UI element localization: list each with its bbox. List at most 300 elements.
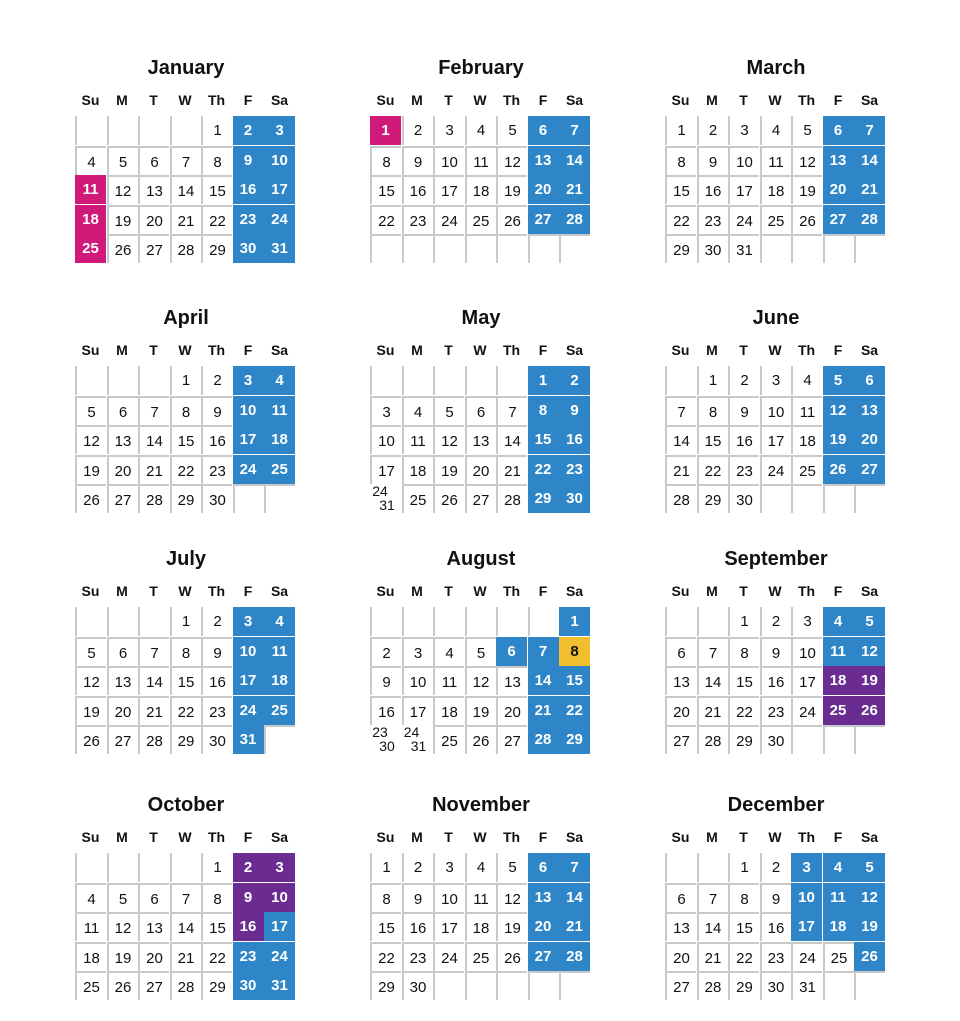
day-cell: 5 [75,637,106,666]
day-cell-double [370,725,401,754]
day-cell: 12 [433,425,464,454]
day-cell: 20 [138,942,169,971]
day-cell: 20 [854,425,885,454]
weekday-label: Th [797,342,816,358]
day-cell: 11 [402,425,433,454]
day-cell: 27 [496,725,527,754]
day-cell: 8 [370,883,401,912]
empty-cell [75,366,106,395]
weekday-label: M [706,829,718,845]
day-cell: 23 [760,942,791,971]
day-cell: 6 [823,116,854,145]
month-title: September [724,548,828,570]
weekday-label: F [243,583,253,599]
day-cell: 14 [697,912,728,941]
day-cell: 15 [665,175,696,204]
empty-cell [75,607,106,636]
empty-cell [402,607,433,636]
month-title: March [746,57,806,79]
day-cell: 30 [201,484,232,513]
day-cell: 23 [201,696,232,725]
day-cell: 15 [201,912,232,941]
weekday-label: F [833,583,843,599]
day-cell: 14 [138,425,169,454]
weekday-label: T [444,342,453,358]
day-cell: 27 [528,942,559,971]
day-cell: 21 [697,942,728,971]
weekday-label: Sa [270,92,289,108]
day-cell: 15 [370,912,401,941]
month-title: October [147,794,225,816]
day-cell: 10 [233,637,264,666]
day-cell: 25 [264,696,295,725]
day-cell: 14 [528,666,559,695]
day-cell: 30 [233,971,264,1000]
day-cell: 13 [465,425,496,454]
weekday-label: Sa [565,829,584,845]
weekday-label: Su [81,583,100,599]
weekday-label: W [473,92,487,108]
day-cell: 22 [728,696,759,725]
day-cell: 1 [170,607,201,636]
day-cell: 23 [402,942,433,971]
day-cell: 16 [697,175,728,204]
day-cell: 24 [264,205,295,234]
day-cell: 22 [170,455,201,484]
day-cell: 14 [170,912,201,941]
day-cell: 13 [854,396,885,425]
day-cell: 27 [465,484,496,513]
weekday-label: Th [502,342,521,358]
day-cell: 8 [170,637,201,666]
day-cell: 1 [665,116,696,145]
weekday-label: F [243,92,253,108]
day-cell: 6 [665,637,696,666]
day-cell: 8 [728,637,759,666]
day-cell: 12 [75,666,106,695]
day-cell: 10 [264,883,295,912]
day-cell: 9 [233,146,264,175]
empty-cell [138,366,169,395]
day-cell: 1 [370,853,401,882]
day-cell: 28 [170,971,201,1000]
day-cell: 28 [697,725,728,754]
day-cell: 4 [402,396,433,425]
day-cell: 3 [791,853,822,882]
weekday-label: M [706,583,718,599]
day-cell: 27 [665,971,696,1000]
day-cell: 7 [697,883,728,912]
day-cell: 23 [201,455,232,484]
day-cell: 4 [791,366,822,395]
day-cell: 9 [760,883,791,912]
weekday-label: M [116,829,128,845]
day-cell: 4 [75,883,106,912]
day-cell: 25 [75,971,106,1000]
month-title: January [147,57,225,79]
empty-cell [559,234,590,263]
month-title: July [165,548,207,570]
month-title: December [727,794,825,816]
day-cell: 6 [665,883,696,912]
empty-cell [496,971,527,1000]
empty-cell [433,971,464,1000]
day-cell: 8 [201,883,232,912]
day-cell: 28 [170,234,201,263]
day-cell: 4 [264,366,295,395]
day-cell: 1 [201,853,232,882]
month-title: February [438,57,524,79]
weekday-label: M [116,92,128,108]
weekday-label: Su [671,583,690,599]
empty-cell [559,971,590,1000]
day-cell: 19 [823,425,854,454]
day-cell: 8 [528,396,559,425]
day-cell: 22 [559,696,590,725]
day-cell: 28 [528,725,559,754]
day-cell: 27 [854,455,885,484]
day-cell: 11 [760,146,791,175]
day-cell: 19 [854,666,885,695]
weekday-label: Su [81,92,100,108]
day-cell: 23 [233,942,264,971]
day-cell: 14 [170,175,201,204]
day-cell: 15 [201,175,232,204]
weekday-label: T [149,829,158,845]
weekday-label: Su [376,829,395,845]
day-cell: 24 [728,205,759,234]
day-cell: 27 [823,205,854,234]
day-cell: 10 [264,146,295,175]
day-cell: 18 [465,175,496,204]
day-cell: 2 [402,116,433,145]
day-cell: 8 [665,146,696,175]
day-cell: 16 [370,696,401,725]
day-cell: 1 [370,116,401,145]
day-cell: 21 [138,696,169,725]
day-cell: 26 [433,484,464,513]
day-cell: 11 [465,883,496,912]
day-cell: 15 [559,666,590,695]
day-cell: 6 [528,116,559,145]
day-cell: 26 [107,234,138,263]
empty-cell [138,607,169,636]
day-cell: 5 [75,396,106,425]
weekday-label: W [178,342,192,358]
weekday-label: W [178,583,192,599]
day-cell: 4 [465,853,496,882]
day-cell: 6 [107,396,138,425]
weekday-label: W [768,583,782,599]
empty-cell [823,725,854,754]
day-cell: 5 [433,396,464,425]
weekday-label: W [768,829,782,845]
empty-cell [433,234,464,263]
weekday-label: T [149,342,158,358]
day-cell: 28 [138,484,169,513]
day-cell: 22 [170,696,201,725]
day-cell: 10 [370,425,401,454]
empty-cell [854,725,885,754]
day-cell: 17 [791,666,822,695]
day-cell: 7 [170,883,201,912]
day-cell: 5 [854,853,885,882]
weekday-label: M [411,829,423,845]
day-cell: 24 [233,696,264,725]
day-cell: 4 [433,637,464,666]
day-cell: 26 [496,942,527,971]
day-cell: 1 [728,853,759,882]
weekday-label: M [116,583,128,599]
weekday-label: M [411,583,423,599]
day-cell: 10 [433,883,464,912]
day-cell: 26 [854,942,885,971]
day-cell: 19 [75,455,106,484]
weekday-label: Th [502,92,521,108]
empty-cell [264,484,295,513]
weekday-label: F [538,92,548,108]
day-cell: 10 [233,396,264,425]
empty-cell [496,366,527,395]
day-cell: 10 [728,146,759,175]
day-cell: 27 [107,484,138,513]
day-cell: 30 [233,234,264,263]
day-cell: 17 [402,696,433,725]
weekday-label: Su [671,829,690,845]
day-cell: 2 [370,637,401,666]
day-cell: 9 [559,396,590,425]
day-cell: 23 [233,205,264,234]
day-cell: 25 [75,234,106,263]
day-cell: 22 [201,942,232,971]
day-cell: 10 [433,146,464,175]
day-cell: 29 [728,725,759,754]
day-cell: 3 [791,607,822,636]
day-cell: 30 [760,971,791,1000]
day-cell: 1 [697,366,728,395]
day-cell: 13 [528,883,559,912]
month-title: June [752,307,800,329]
day-cell-double [370,484,401,513]
empty-cell [107,853,138,882]
empty-cell [433,607,464,636]
day-cell: 12 [75,425,106,454]
weekday-label: Su [376,342,395,358]
day-cell: 31 [264,234,295,263]
day-cell: 16 [728,425,759,454]
day-cell: 6 [465,396,496,425]
empty-cell [697,853,728,882]
day-cell: 1 [170,366,201,395]
weekday-label: Th [207,92,226,108]
weekday-label: Sa [270,342,289,358]
day-cell: 2 [201,366,232,395]
empty-cell [854,234,885,263]
day-cell: 28 [138,725,169,754]
day-cell: 20 [528,912,559,941]
day-cell: 11 [465,146,496,175]
empty-cell [665,607,696,636]
weekday-label: W [178,92,192,108]
day-cell: 28 [697,971,728,1000]
day-cell: 5 [791,116,822,145]
day-cell: 21 [138,455,169,484]
day-cell: 25 [433,725,464,754]
day-cell: 24 [233,455,264,484]
day-cell: 11 [791,396,822,425]
day-cell: 14 [697,666,728,695]
day-cell: 6 [107,637,138,666]
day-cell: 17 [370,455,401,484]
day-cell: 17 [264,175,295,204]
weekday-label: Th [207,583,226,599]
empty-cell [75,116,106,145]
day-cell: 21 [665,455,696,484]
day-cell: 11 [823,883,854,912]
day-cell: 21 [528,696,559,725]
day-cell: 22 [370,205,401,234]
weekday-label: M [706,92,718,108]
day-cell: 12 [823,396,854,425]
day-cell: 30 [201,725,232,754]
day-cell: 17 [264,912,295,941]
weekday-label: T [444,583,453,599]
day-cell: 12 [791,146,822,175]
day-cell: 12 [496,146,527,175]
day-cell: 17 [791,912,822,941]
day-cell: 17 [233,425,264,454]
day-cell: 3 [264,116,295,145]
weekday-label: Sa [860,829,879,845]
day-cell: 18 [433,696,464,725]
day-cell: 14 [138,666,169,695]
weekday-label: T [444,92,453,108]
day-cell: 15 [170,666,201,695]
empty-cell [760,484,791,513]
empty-cell [107,116,138,145]
weekday-label: T [739,583,748,599]
day-cell: 29 [170,725,201,754]
day-cell: 28 [496,484,527,513]
empty-cell [402,234,433,263]
day-cell: 11 [264,396,295,425]
day-cell: 9 [402,146,433,175]
day-cell: 5 [823,366,854,395]
day-cell: 5 [496,116,527,145]
weekday-label: M [706,342,718,358]
weekday-label: Sa [565,342,584,358]
day-cell: 1 [201,116,232,145]
day-cell: 25 [823,696,854,725]
day-cell: 14 [559,146,590,175]
day-cell: 4 [75,146,106,175]
day-cell: 21 [854,175,885,204]
day-cell: 4 [760,116,791,145]
day-cell: 24 [433,205,464,234]
weekday-label: W [768,92,782,108]
day-cell: 2 [402,853,433,882]
day-cell: 30 [402,971,433,1000]
day-cell: 3 [233,607,264,636]
weekday-label: Th [797,92,816,108]
empty-cell [107,607,138,636]
day-cell: 13 [107,425,138,454]
day-cell: 14 [665,425,696,454]
day-cell: 9 [728,396,759,425]
weekday-label: Th [207,829,226,845]
day-cell: 15 [528,425,559,454]
day-cell: 20 [107,455,138,484]
empty-cell [465,366,496,395]
empty-cell [465,234,496,263]
day-cell: 8 [370,146,401,175]
day-cell: 26 [465,725,496,754]
weekday-label: F [243,829,253,845]
weekday-label: Th [797,583,816,599]
day-cell: 21 [559,912,590,941]
weekday-label: Sa [270,829,289,845]
day-cell: 2 [728,366,759,395]
day-cell: 20 [138,205,169,234]
day-cell: 28 [559,205,590,234]
day-cell: 31 [233,725,264,754]
weekday-label: W [178,829,192,845]
day-cell: 3 [433,116,464,145]
day-cell: 19 [496,175,527,204]
weekday-label: T [739,829,748,845]
day-cell: 16 [760,666,791,695]
day-cell: 2 [233,116,264,145]
weekday-label: Su [671,92,690,108]
day-cell: 8 [201,146,232,175]
day-cell: 20 [465,455,496,484]
weekday-label: W [473,583,487,599]
month-title: November [432,794,530,816]
day-cell: 23 [559,455,590,484]
day-cell: 25 [264,455,295,484]
weekday-label: Th [207,342,226,358]
weekday-label: F [538,829,548,845]
empty-cell [854,484,885,513]
day-cell: 13 [138,175,169,204]
empty-cell [496,607,527,636]
day-cell: 1 [559,607,590,636]
day-cell: 9 [697,146,728,175]
empty-cell [370,366,401,395]
day-cell: 11 [75,912,106,941]
day-cell: 26 [75,725,106,754]
day-cell: 29 [665,234,696,263]
day-cell: 27 [107,725,138,754]
day-cell: 15 [728,666,759,695]
empty-cell [170,853,201,882]
empty-cell [528,607,559,636]
weekday-label: F [538,583,548,599]
empty-cell [433,366,464,395]
day-cell: 15 [370,175,401,204]
day-cell: 12 [496,883,527,912]
day-cell: 7 [559,116,590,145]
day-cell: 25 [465,942,496,971]
empty-cell [697,607,728,636]
day-cell: 3 [728,116,759,145]
day-cell: 17 [728,175,759,204]
empty-cell [791,234,822,263]
day-cell: 26 [823,455,854,484]
day-cell: 26 [496,205,527,234]
day-cell: 19 [496,912,527,941]
day-cell: 19 [107,942,138,971]
